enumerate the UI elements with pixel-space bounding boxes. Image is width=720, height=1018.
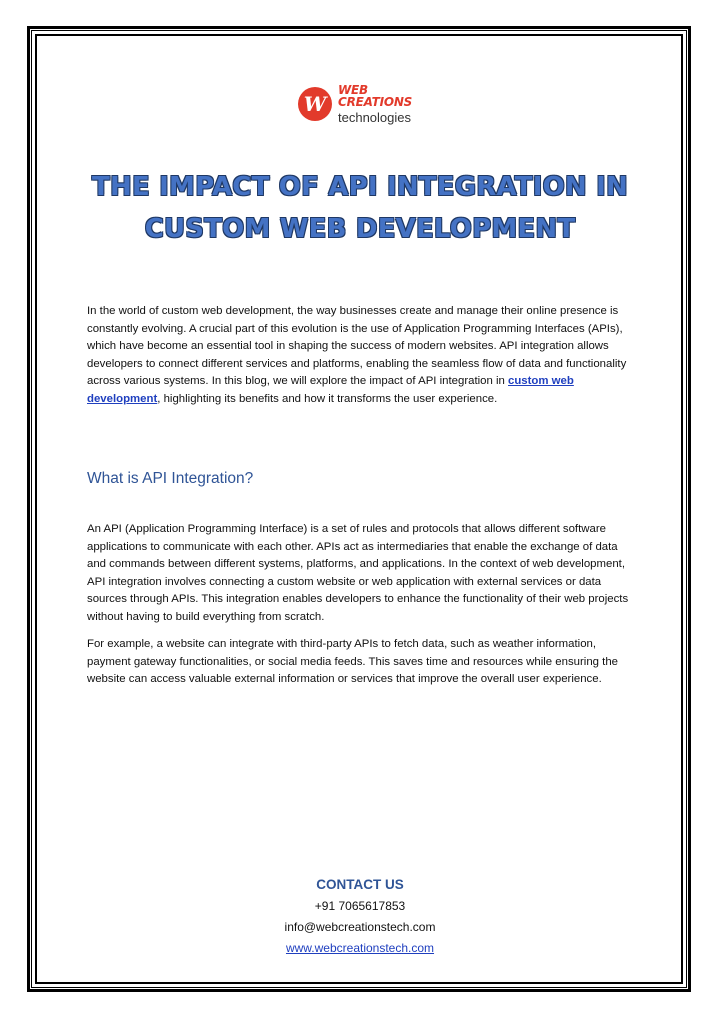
- contact-website-link[interactable]: www.webcreationstech.com: [285, 941, 435, 955]
- logo-mark-icon: W: [298, 87, 332, 121]
- logo-brand-name: WEB CREATIONS: [338, 83, 413, 109]
- intro-paragraph: [87, 303, 637, 409]
- contact-block: [160, 874, 560, 959]
- intro-text-before-link: In the world of custom web development, the way businesses create and manage their online presence is constantly evolving. A crucial part of this evolution is the use of Application Programming Interfaces (APIs), which have become an essential tool in shaping the success of modern websites. API integration allows developers to connect different services and platforms, enabling the seamless flow of data and functionality across various systems. In this blog, we will explore the impact of API integration in: [87, 305, 627, 388]
- logo-tagline: technologies: [338, 110, 411, 125]
- intro-text-after-link: , highlighting its benefits and how it transforms the user experience.: [157, 392, 498, 405]
- company-logo: [298, 84, 428, 124]
- document-title: THE IMPACT OF API INTEGRATION IN CUSTOM WEB DEVELOPMENT: [92, 172, 628, 244]
- contact-phone: +91 7065617853: [314, 899, 406, 913]
- custom-web-development-link[interactable]: custom web development: [87, 375, 574, 405]
- contact-title: CONTACT US: [316, 877, 404, 892]
- logo-text: [338, 84, 428, 124]
- section-heading: What is API Integration?: [87, 470, 254, 487]
- contact-email: info@webcreationstech.com: [284, 920, 436, 934]
- section-paragraph-2: For example, a website can integrate with third-party APIs to fetch data, such as weather information, payment gateway functionalities, or social media feeds. This saves time and resources while ensuring the website can access valuable external information or services that improve the overall user experience.: [87, 638, 618, 686]
- section-paragraph-1: An API (Application Programming Interface) is a set of rules and protocols that allows different software applications to communicate with each other. APIs act as intermediaries that enable the exchange of data and commands between different systems, platforms, and applications. In the context of web development, API integration involves connecting a custom website or web application with external services or data sources through APIs. This integration enables developers to enhance the functionality of their web projects without having to build everything from scratch.: [87, 523, 629, 623]
